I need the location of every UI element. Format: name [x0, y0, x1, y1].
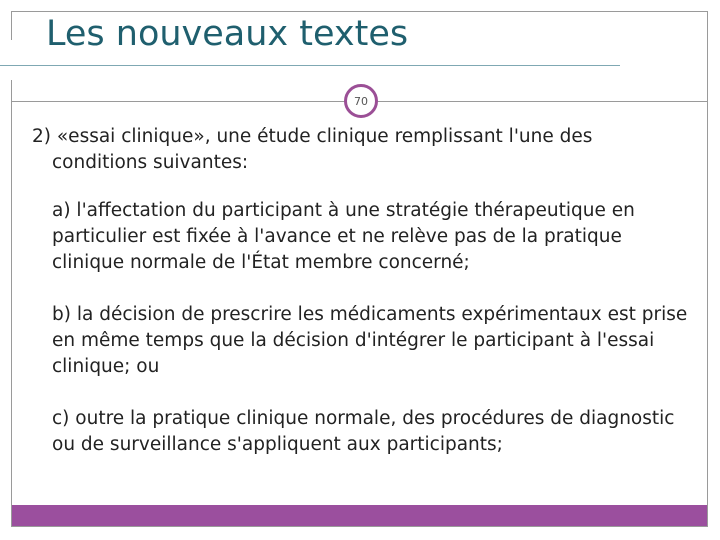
footer-bar	[12, 505, 707, 526]
slide-content	[32, 124, 692, 458]
list-item-c: c) outre la pratique clinique normale, des procédures de diagnostic ou de surveillance s'appliquent aux participants;	[52, 408, 675, 455]
list-item-b: b) la décision de prescrire les médicaments expérimentaux est prise en même temps que la décision d'intégrer le participant à l'essai clinique; ou	[52, 304, 688, 377]
frame-gap	[11, 40, 13, 80]
slide-title: Les nouveaux textes	[46, 14, 409, 54]
intro-paragraph: 2) «essai clinique», une étude clinique remplissant l'une des conditions suivantes:	[32, 126, 593, 173]
list-item-a: a) l'affectation du participant à une stratégie thérapeutique en particulier est fixée à l'avance et ne relève pas de la pratique clinique normale de l'État membre concerné;	[52, 200, 635, 273]
slide-number: 70	[354, 94, 368, 108]
slide-number-badge	[344, 84, 378, 118]
title-underline	[0, 65, 620, 66]
